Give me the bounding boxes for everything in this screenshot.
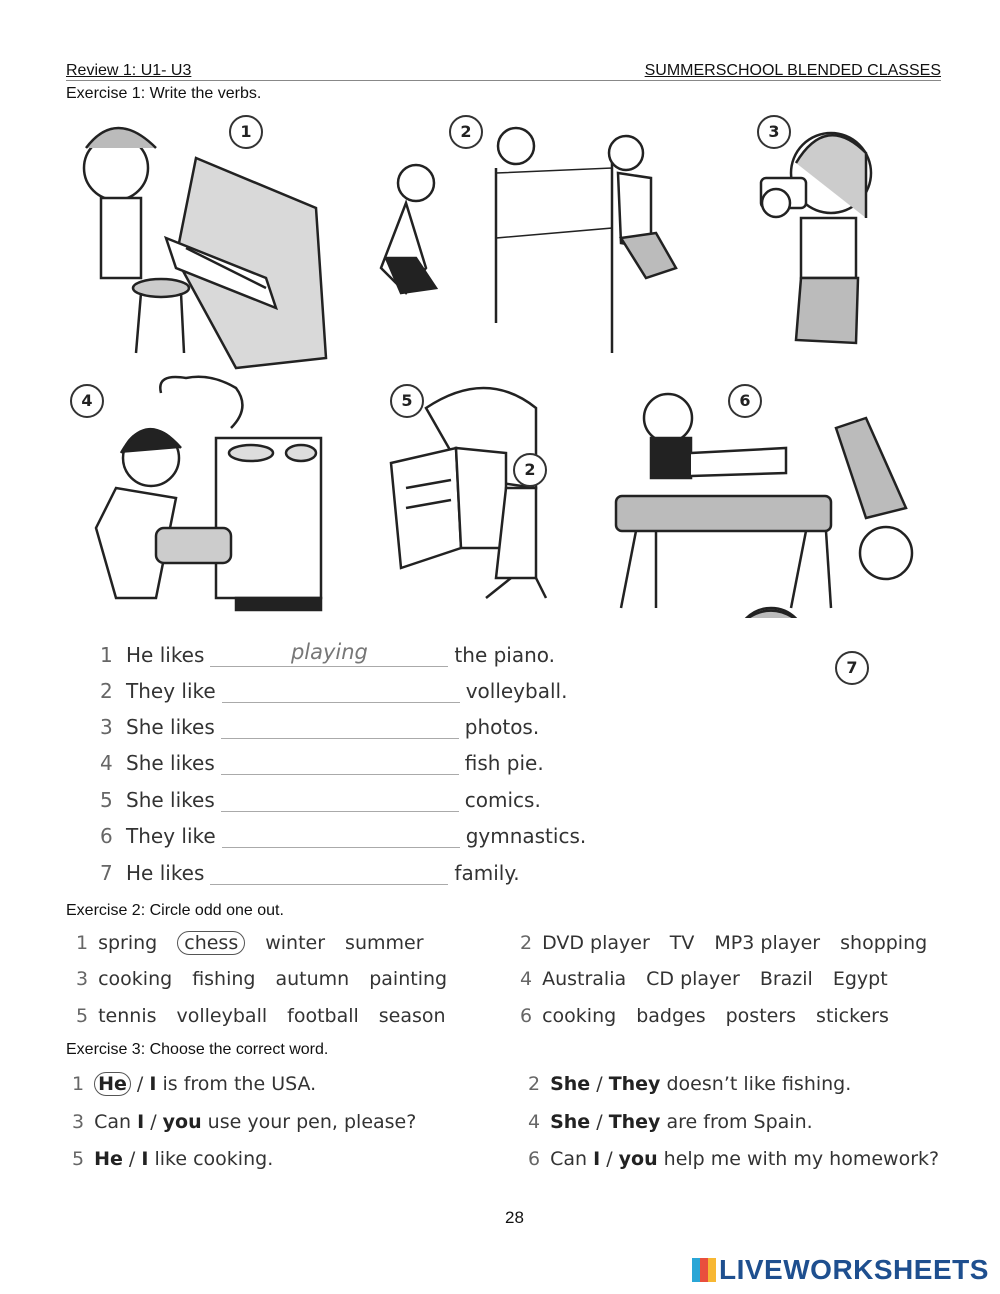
word-option[interactable]: season xyxy=(378,1005,446,1027)
option-a[interactable]: She xyxy=(550,1111,591,1133)
word-option[interactable]: Australia xyxy=(542,968,627,990)
word-option[interactable]: winter xyxy=(265,932,326,954)
camera-girl-picture xyxy=(761,133,871,343)
exercise1-illustrations xyxy=(66,108,946,618)
odd-row-6: 6 cooking badges posters stickers xyxy=(520,1005,889,1027)
sentence-3: 3 She likes photos. xyxy=(100,712,539,742)
option-b[interactable]: I xyxy=(149,1073,157,1095)
answer-field-6[interactable] xyxy=(222,821,460,848)
exercise2-title: Exercise 2: Circle odd one out. xyxy=(66,902,284,919)
picture-number-1: 1 xyxy=(229,115,263,149)
word-option[interactable]: TV xyxy=(669,932,695,954)
option-a[interactable]: I xyxy=(593,1148,601,1170)
exercise3-title: Exercise 3: Choose the correct word. xyxy=(66,1041,329,1058)
word-option-circled[interactable]: chess xyxy=(177,931,245,955)
odd-row-5: 5 tennis volleyball football season xyxy=(76,1005,446,1027)
choice-item-2: 2 She / They doesn’t like fishing. xyxy=(528,1073,852,1095)
word-option[interactable]: Brazil xyxy=(759,968,813,990)
choice-item-3: 3 Can I / you use your pen, please? xyxy=(72,1111,417,1133)
word-option[interactable]: badges xyxy=(636,1005,706,1027)
odd-row-2: 2 DVD player TV MP3 player shopping xyxy=(520,932,928,954)
odd-row-3: 3 cooking fishing autumn painting xyxy=(76,968,448,990)
word-option[interactable]: Egypt xyxy=(832,968,888,990)
word-option[interactable]: CD player xyxy=(646,968,740,990)
reading-girl-picture xyxy=(391,388,546,598)
sentence-7: 7 He likes family. xyxy=(100,858,520,888)
word-option[interactable]: painting xyxy=(369,968,448,990)
page-number: 28 xyxy=(505,1208,524,1227)
sentence-4: 4 She likes fish pie. xyxy=(100,748,544,778)
picture-number-7: 7 xyxy=(835,651,869,685)
sentence-6: 6 They like gymnastics. xyxy=(100,821,586,851)
word-option[interactable]: DVD player xyxy=(542,932,650,954)
picture-number-5: 5 xyxy=(390,384,424,418)
page-header xyxy=(66,62,941,81)
word-option[interactable]: shopping xyxy=(840,932,928,954)
option-b[interactable]: They xyxy=(608,1111,661,1133)
word-option[interactable]: posters xyxy=(725,1005,797,1027)
liveworksheets-logo xyxy=(692,1254,989,1286)
choice-item-5: 5 He / I like cooking. xyxy=(72,1148,274,1170)
option-b[interactable]: I xyxy=(141,1148,149,1170)
word-option[interactable]: cooking xyxy=(542,1005,617,1027)
volleyball-picture xyxy=(381,128,676,353)
picture-number-3: 3 xyxy=(757,115,791,149)
option-b[interactable]: you xyxy=(162,1111,202,1133)
choice-item-4: 4 She / They are from Spain. xyxy=(528,1111,813,1133)
sentence-2: 2 They like volleyball. xyxy=(100,676,567,706)
odd-row-1: 1 spring chess winter summer xyxy=(76,932,424,954)
word-option[interactable]: tennis xyxy=(98,1005,157,1027)
logo-text: LIVEWORKSHEETS xyxy=(719,1254,989,1285)
option-a[interactable]: He xyxy=(94,1148,123,1170)
answer-field-2[interactable] xyxy=(222,676,460,703)
word-option[interactable]: cooking xyxy=(98,968,173,990)
piano-boy-picture xyxy=(84,128,326,368)
sentence-5: 5 She likes comics. xyxy=(100,785,541,815)
picture-number-6: 6 xyxy=(728,384,762,418)
odd-row-4: 4 Australia CD player Brazil Egypt xyxy=(520,968,888,990)
gymnastics-picture xyxy=(616,394,912,608)
answer-field-4[interactable] xyxy=(221,748,459,775)
word-option[interactable]: spring xyxy=(98,932,158,954)
word-option[interactable]: football xyxy=(287,1005,359,1027)
family-picture xyxy=(626,608,866,618)
exercise1-title: Exercise 1: Write the verbs. xyxy=(66,85,262,102)
logo-icon xyxy=(692,1258,716,1282)
option-a[interactable]: She xyxy=(550,1073,591,1095)
header-right: SUMMERSCHOOL BLENDED CLASSES xyxy=(644,62,941,79)
word-option[interactable]: stickers xyxy=(816,1005,889,1027)
answer-field-3[interactable] xyxy=(221,712,459,739)
word-option[interactable]: volleyball xyxy=(176,1005,268,1027)
choice-item-6: 6 Can I / you help me with my homework? xyxy=(528,1148,940,1170)
answer-field-5[interactable] xyxy=(221,785,459,812)
picture-number-2-inset: 2 xyxy=(513,453,547,487)
picture-number-4: 4 xyxy=(70,384,104,418)
picture-number-2: 2 xyxy=(449,115,483,149)
cooking-girl-picture xyxy=(96,377,321,610)
word-option[interactable]: autumn xyxy=(275,968,350,990)
word-option[interactable]: summer xyxy=(345,932,424,954)
option-b[interactable]: They xyxy=(608,1073,661,1095)
answer-field-7[interactable] xyxy=(210,858,448,885)
option-b[interactable]: you xyxy=(618,1148,658,1170)
header-left: Review 1: U1- U3 xyxy=(66,62,192,79)
answer-field-1[interactable]: playing xyxy=(210,640,448,667)
word-option[interactable]: fishing xyxy=(192,968,256,990)
option-a[interactable]: He xyxy=(94,1072,131,1096)
sentence-1: 1 He likes playing the piano. xyxy=(100,640,556,667)
option-a[interactable]: I xyxy=(137,1111,145,1133)
choice-item-1: 1 He / I is from the USA. xyxy=(72,1073,317,1095)
word-option[interactable]: MP3 player xyxy=(714,932,821,954)
